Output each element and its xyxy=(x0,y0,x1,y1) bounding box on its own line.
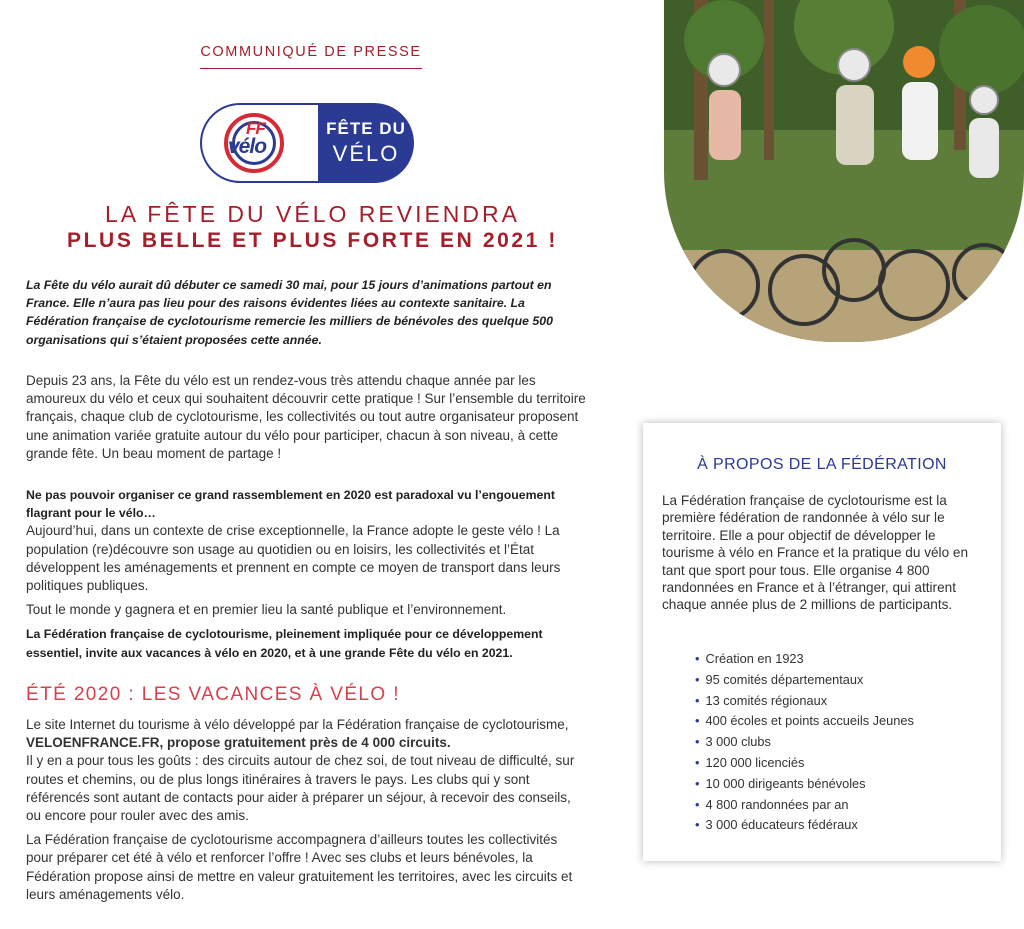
headline-line-2: PLUS BELLE ET PLUS FORTE EN 2021 ! xyxy=(67,229,558,252)
fact-item: • 4 800 randonnées par an xyxy=(695,796,849,812)
context-paragraph xyxy=(26,486,586,662)
veloenfrance-link[interactable]: VELOENFRANCE.FR xyxy=(26,735,160,751)
card-description: La Fédération française de cyclotourisme est la première fédération de randonnée à vélo sur le territoire. Elle a pour objectif de développer le tourisme à vélo en France et la pratique du vélo en tant que sport pour tous. Elle organise 4 800 randonnées en France et à l’étranger, qui attirent chaque année plus de 2 millions de participants. xyxy=(662,493,969,613)
fete-du-velo-badge xyxy=(318,103,414,183)
fact-item: • 400 écoles et points accueils Jeunes xyxy=(695,713,914,729)
logo-fete-du-text: FÊTE DU xyxy=(326,119,406,138)
intro-paragraph xyxy=(26,276,586,349)
fact-item: • 10 000 dirigeants bénévoles xyxy=(695,775,866,791)
bullet-icon: • xyxy=(695,734,700,750)
context-text: Aujourd’hui, dans un contexte de crise exceptionnelle, la France adopte le geste vélo ! La population (re)découvre son usage au quotidien ou en loisirs, les collectivités et l’État développent les aménagements et prennent en compte ce moyen de transport dans leurs politiques publiques. xyxy=(26,523,561,594)
bullet-icon: • xyxy=(695,775,700,791)
logo-velo-text: vélo xyxy=(228,135,267,158)
section-title-summer: ÉTÉ 2020 : LES VACANCES À VÉLO ! xyxy=(26,684,400,705)
history-paragraph xyxy=(26,372,586,463)
context-text-2: Tout le monde y gagnera et en premier lieu la santé publique et l’environnement. xyxy=(26,602,507,618)
fact-item: • 3 000 éducateurs fédéraux xyxy=(695,817,858,833)
fact-item: • 3 000 clubs xyxy=(695,734,771,750)
bullet-icon: • xyxy=(695,671,700,687)
bullet-icon: • xyxy=(695,817,700,833)
summer-text-1 xyxy=(26,716,586,752)
ffvelo-fete-du-velo-logo xyxy=(200,103,414,181)
bullet-icon: • xyxy=(695,651,700,666)
history-text: Depuis 23 ans, la Fête du vélo est un rendez-vous très attendu chaque année par les amoureux du vélo et ceux qui souhaitent découvrir cette pratique ! Sur l’ensemble du territoire français, chaque club de cyclotourisme, les collectivités ou tout autre organisateur proposent une animation variée gratuite autour du vélo pour participer, chacun à son niveau, à cette grande fête. Un beau moment de partage ! xyxy=(26,373,586,461)
summer-text-after: , propose gratuitement près de 4 000 circuits. xyxy=(159,735,451,751)
bullet-icon: • xyxy=(695,754,700,770)
fact-item: • Création en 1923 xyxy=(695,651,804,666)
summer-text-before: Le site Internet du tourisme à vélo développé par la Fédération française de cyclotourisme, xyxy=(26,717,569,732)
intro-text: La Fête du vélo aurait dû débuter ce samedi 30 mai, pour 15 jours d’animations partout en France. Elle n’aura pas lieu pour des raisons évidentes liées au contexte sanitaire. La Fédération française de cyclotourisme remercie les milliers de bénévoles des quelque 500 organisations qui s’étaient proposées cette année. xyxy=(26,278,553,347)
context-bold-lead: Ne pas pouvoir organiser ce grand rassemblement en 2020 est paradoxal vu l’engouement flagrant pour le vélo… xyxy=(26,488,555,521)
context-bold-closing: La Fédération française de cyclotourisme, pleinement impliquée pour ce développement essentiel, invite aux vacances à vélo en 2020, et à une grande Fête du vélo en 2021. xyxy=(26,627,543,660)
cyclists-illustration xyxy=(664,0,1024,342)
fact-item: • 95 comités départementaux xyxy=(695,671,864,687)
fact-item: • 120 000 licenciés xyxy=(695,754,805,770)
federation-facts-list xyxy=(695,649,914,836)
ffvelo-emblem xyxy=(200,103,320,183)
bullet-icon: • xyxy=(695,692,700,708)
summer-text-2: Il y en a pour tous les goûts : des circuits autour de chez soi, de tout niveau de difficulté, sur routes et chemins, ou de plus longs itinéraires à travers le pays. Les clubs qui y sont référencés sont autant de contacts pour aider à préparer un séjour, à recevoir des conseils, ou encore pour rouler avec des amis. xyxy=(26,753,575,824)
logo-ff-text: FF xyxy=(246,119,265,138)
logo-velo-caps-text: VÉLO xyxy=(332,141,400,166)
cyclists-photo xyxy=(664,0,1024,342)
headline-line-1: LA FÊTE DU VÉLO REVIENDRA xyxy=(105,201,520,227)
summer-text-3: La Fédération française de cyclotourisme accompagnera d’ailleurs toutes les collectivités pour préparer cet été à vélo et renforcer l’offre ! Avec ses clubs et leurs bénévoles, la Fédération propose ainsi de mettre en valeur gratuitement les territoires, avec les circuits et leurs aménagements vélo. xyxy=(26,832,573,902)
bullet-icon: • xyxy=(695,713,700,729)
summer-paragraph xyxy=(26,716,586,904)
about-federation-card xyxy=(643,423,1001,861)
card-title: À PROPOS DE LA FÉDÉRATION xyxy=(697,456,947,473)
fact-item: • 13 comités régionaux xyxy=(695,692,828,708)
bullet-icon: • xyxy=(695,796,700,812)
press-release-kicker: COMMUNIQUÉ DE PRESSE xyxy=(200,44,422,69)
